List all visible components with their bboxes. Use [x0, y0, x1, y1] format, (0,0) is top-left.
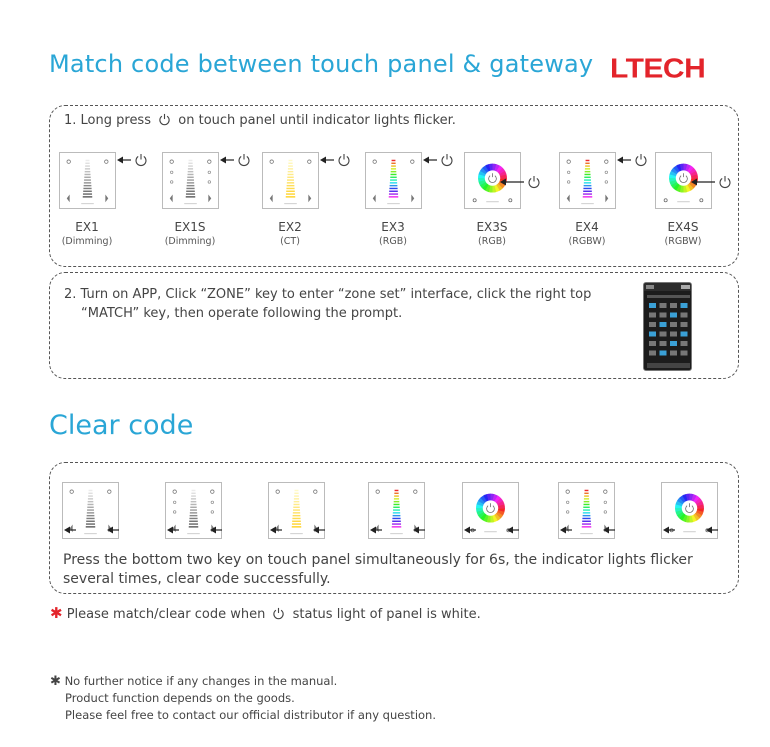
- app-zone-cell: [681, 303, 688, 308]
- match-panel-5: [559, 152, 616, 209]
- app-zone-cell: [681, 322, 688, 327]
- arrow-left-icon: [107, 522, 121, 538]
- match-panel-1: [162, 152, 219, 209]
- arrow-left-icon: [507, 522, 521, 538]
- app-zone-cell: [660, 313, 667, 318]
- note-text-after: status light of panel is white.: [292, 607, 481, 622]
- power-icon: [158, 113, 171, 126]
- app-zone-cell: [649, 332, 656, 337]
- app-zone-cell: [649, 351, 656, 356]
- app-zone-cell: [681, 332, 688, 337]
- footer-line1: No further notice if any changes in the manual.: [64, 674, 338, 688]
- arrow-left-icon: [691, 174, 733, 190]
- note-text-before: Please match/clear code when: [66, 607, 266, 622]
- arrow-left-icon: [270, 522, 284, 538]
- app-zone-cell: [649, 313, 656, 318]
- app-zone-cell: [660, 351, 667, 356]
- arrow-left-icon: [663, 522, 677, 538]
- ltech-logo: LTECH: [610, 53, 706, 84]
- step2-line1: 2. Turn on APP, Click “ZONE” key to enter “zone set” interface, click the right top: [64, 287, 592, 302]
- panel-drawing: [163, 153, 218, 208]
- panel-drawing: [263, 153, 318, 208]
- panel-model-label: EX3: [381, 220, 405, 234]
- app-zone-cell: [681, 341, 688, 346]
- arrow-left-icon: [500, 174, 542, 190]
- clear-description: Press the bottom two key on touch panel simultaneously for 6s, the indicator lights flicker several times, clear code successfully.: [63, 552, 693, 587]
- panel-type-label: (Dimming): [61, 236, 113, 247]
- panel-drawing: [60, 153, 115, 208]
- panel-type-label: (RGBW): [664, 236, 702, 247]
- arrow-left-icon: [117, 152, 149, 168]
- step2-line2: “MATCH” key, then operate following the prompt.: [81, 306, 403, 321]
- panel-drawing: [560, 153, 615, 208]
- app-zone-cell: [660, 341, 667, 346]
- app-zone-cell: [670, 341, 677, 346]
- app-zone-cell: [660, 322, 667, 327]
- panel-model-label: EX2: [278, 220, 302, 234]
- arrow-left-icon: [220, 152, 252, 168]
- footer-notes: [50, 673, 436, 724]
- panel-model-label: EX4S: [667, 220, 699, 234]
- arrow-left-icon: [64, 522, 78, 538]
- app-zone-cell: [649, 303, 656, 308]
- panel-model-label: EX1S: [174, 220, 206, 234]
- match-panel-0: [59, 152, 116, 209]
- power-icon: [272, 607, 285, 620]
- arrow-left-icon: [210, 522, 224, 538]
- match-panel-3: [365, 152, 422, 209]
- panel-model-label: EX4: [575, 220, 599, 234]
- app-zone-cell: [670, 351, 677, 356]
- app-phone-image: [644, 283, 692, 371]
- app-zone-cell: [649, 341, 656, 346]
- arrow-left-icon: [464, 522, 478, 538]
- app-zone-cell: [660, 332, 667, 337]
- panel-type-label: (RGB): [379, 236, 407, 247]
- step1-text-before: 1. Long press: [64, 113, 151, 128]
- app-zone-cell: [660, 303, 667, 308]
- panel-type-label: (RGB): [478, 236, 506, 247]
- arrow-left-icon: [167, 522, 181, 538]
- asterisk-icon: ✱: [50, 674, 61, 689]
- app-zone-cell: [681, 313, 688, 318]
- arrow-left-icon: [706, 522, 720, 538]
- panel-drawing: [366, 153, 421, 208]
- arrow-left-icon: [617, 152, 649, 168]
- arrow-left-icon: [560, 522, 574, 538]
- panel-type-label: (Dimming): [164, 236, 216, 247]
- panel-model-label: EX1: [75, 220, 99, 234]
- arrow-left-icon: [370, 522, 384, 538]
- footer-line3: Please feel free to contact our official distributor if any question.: [65, 708, 436, 722]
- match-panel-2: [262, 152, 319, 209]
- app-zone-cell: [670, 322, 677, 327]
- arrow-left-icon: [423, 152, 455, 168]
- arrow-left-icon: [413, 522, 427, 538]
- asterisk-icon: ✱: [50, 604, 63, 622]
- panel-model-label: EX3S: [476, 220, 508, 234]
- arrow-left-icon: [320, 152, 352, 168]
- page-title-clear: Clear code: [49, 410, 194, 441]
- app-zone-cell: [670, 303, 677, 308]
- arrow-left-icon: [313, 522, 327, 538]
- step1-text-after: on touch panel until indicator lights flicker.: [178, 113, 456, 128]
- app-zone-cell: [649, 322, 656, 327]
- page-title-match: Match code between touch panel & gateway: [49, 50, 594, 78]
- app-zone-cell: [670, 313, 677, 318]
- footer-line2: Product function depends on the goods.: [65, 691, 295, 705]
- step1-text: [64, 113, 456, 128]
- panel-type-label: (RGBW): [568, 236, 606, 247]
- arrow-left-icon: [603, 522, 617, 538]
- match-note: [50, 604, 481, 622]
- app-zone-cell: [681, 351, 688, 356]
- app-phone-screenshot: [643, 282, 692, 371]
- app-zone-cell: [670, 332, 677, 337]
- panel-type-label: (CT): [280, 236, 300, 247]
